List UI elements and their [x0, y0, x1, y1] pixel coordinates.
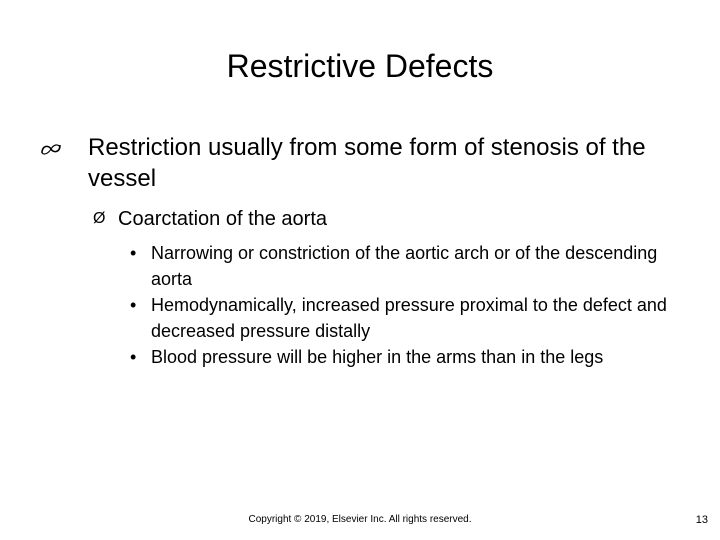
bullet-level3-item [130, 240, 690, 292]
page-number: 13 [695, 514, 708, 526]
loop-bullet-icon [40, 141, 62, 157]
bullet-level3-text: Narrowing or constriction of the aortic arch or of the descending aorta [151, 243, 658, 289]
bullet-level2-text: Coarctation of the aorta [118, 208, 328, 230]
arrow-bullet-icon: Ø [93, 210, 106, 227]
bullet-level3-item [130, 344, 690, 370]
bullet-level3-item [130, 292, 690, 344]
bullet-level3-text: Hemodynamically, increased pressure proximal to the defect and decreased pressure distally [151, 295, 667, 341]
copyright-footer: Copyright © 2019, Elsevier Inc. All rights reserved. [248, 514, 472, 525]
dot-bullet-icon: • [130, 243, 137, 263]
slide-title: Restrictive Defects [226, 48, 494, 84]
dot-bullet-icon: • [130, 295, 137, 315]
bullet-level1-text: Restriction usually from some form of stenosis of the vessel [88, 134, 646, 192]
dot-bullet-icon: • [130, 347, 137, 367]
bullet-level2 [93, 205, 673, 233]
bullet-level1 [40, 132, 680, 194]
bullet-level3-text: Blood pressure will be higher in the arms than in the legs [151, 347, 604, 367]
